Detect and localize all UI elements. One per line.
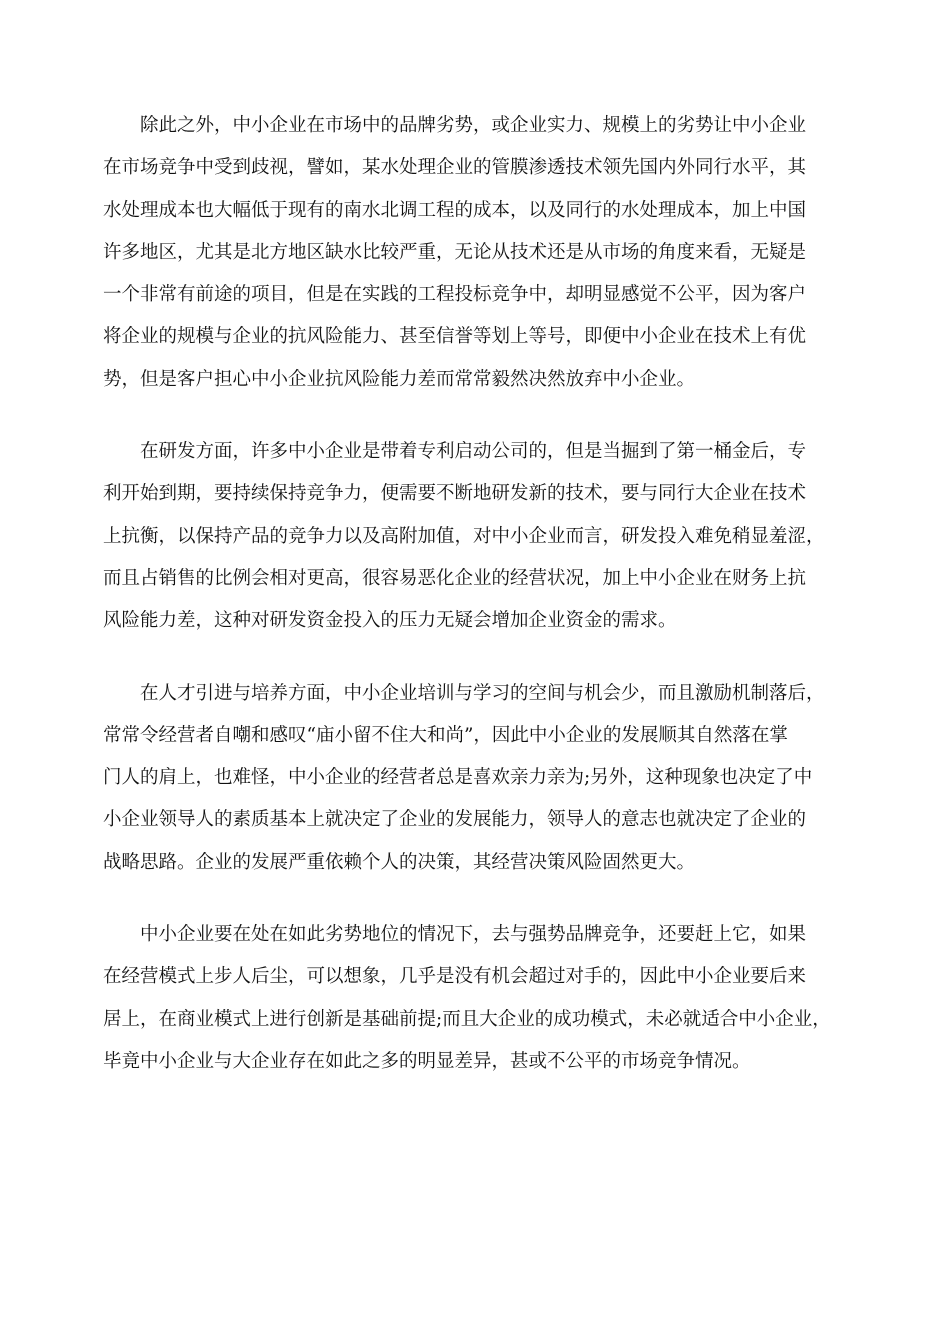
paragraph-business-model: 中小企业要在处在如此劣势地位的情况下，去与强势品牌竞争，还要赶上它，如果 在经营模式上步人后尘，可以想象，几乎是没有机会超过对手的，因此中小企业要后来 居上，在商业模式上进行创新是基础前提;而且大企业的成功模式，未必就适合中小企业， 毕竟中小企业与大企业存在如此之多的明显差异，甚或不公平的市场竞争情况。: [103, 924, 831, 1072]
paragraph-talent: 在人才引进与培养方面，中小企业培训与学习的空间与机会少，而且激励机制落后， 常常令经营者自嘲和感叹“庙小留不住大和尚”，因此中小企业的发展顺其自然落在掌 门人的肩上，也难怪，中小企业的经营者总是喜欢亲力亲为;另外，这种现象也决定了中 小企业领导人的素质基本上就决定了企业的发展能力，领导人的意志也就决定了企业的 战略思路。企业的发展严重依赖个人的决策，其经营决策风险固然更大。: [103, 682, 825, 873]
paragraph-research-development: 在研发方面，许多中小企业是带着专利启动公司的，但是当掘到了第一桶金后，专 利开始到期，要持续保持竞争力，便需要不断地研发新的技术，要与同行大企业在技术 上抗衡，以保持产品的竞争力以及高附加值，对中小企业而言，研发投入难免稍显羞涩， 而且占销售的比例会相对更高，很容易恶化企业的经营状况，加上中小企业在财务上抗 风险能力差，这种对研发资金投入的压力无疑会增加企业资金的需求。: [103, 441, 825, 632]
document-body: [103, 105, 863, 1083]
paragraph-brand-disadvantage: 除此之外，中小企业在市场中的品牌劣势，或企业实力、规模上的劣势让中小企业 在市场竞争中受到歧视，譬如，某水处理企业的管膜渗透技术领先国内外同行水平，其 水处理成本也大幅低于现有的南水北调工程的成本，以及同行的水处理成本，加上中国 许多地区，尤其是北方地区缺水比较严重，无论从技术还是从市场的角度来看，无疑是 一个非常有前途的项目，但是在实践的工程投标竞争中，却明显感觉不公平，因为客户 将企业的规模与企业的抗风险能力、甚至信誉等划上等号，即便中小企业在技术上有优 势，但是客户担心中小企业抗风险能力差而常常毅然决然放弃中小企业。: [103, 115, 807, 390]
